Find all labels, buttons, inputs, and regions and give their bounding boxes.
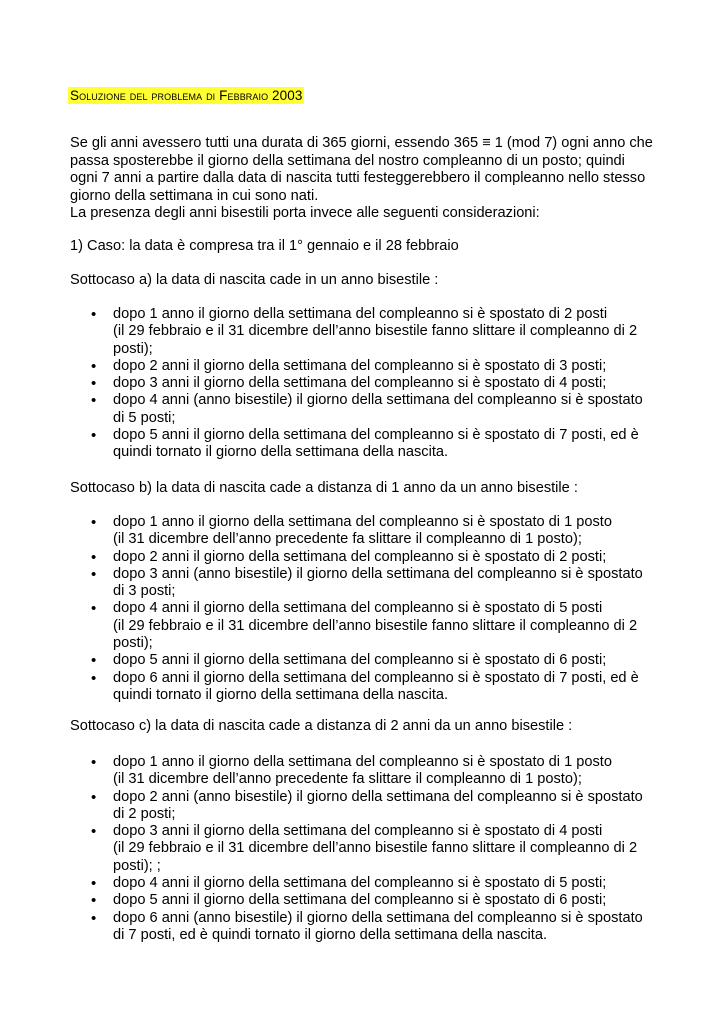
list-item: • dopo 3 anni il giorno della settimana del compleanno si è spostato di 4 posti; xyxy=(113,375,658,392)
subcase-c-list xyxy=(113,754,658,944)
list-item: • dopo 4 anni (anno bisestile) il giorno della settimana del compleanno si è spostato di 5 posti; xyxy=(113,392,658,427)
intro-line: ogni 7 anni a partire dalla data di nascita tutti festeggerebbero il compleanno nello stesso xyxy=(70,170,646,187)
list-item: • dopo 5 anni il giorno della settimana del compleanno si è spostato di 6 posti; xyxy=(113,652,658,669)
subcase-b-heading: Sottocaso b) la data di nascita cade a distanza di 1 anno da un anno bisestile : xyxy=(70,480,578,496)
list-item: • dopo 1 anno il giorno della settimana del compleanno si è spostato di 1 posto (il 31 dicembre dell’anno precedente fa slittare il compleanno di 1 posto); xyxy=(113,514,658,549)
intro-line: giorno della settimana in cui sono nati. xyxy=(70,187,319,204)
list-item: • dopo 3 anni il giorno della settimana del compleanno si è spostato di 4 posti (il 29 febbraio e il 31 dicembre dell’anno bisestile fanno slittare il compleanno di 2 posti); ; xyxy=(113,823,658,875)
document-title: Soluzione del problema di Febbraio 2003 xyxy=(70,88,303,103)
list-item: • dopo 1 anno il giorno della settimana del compleanno si è spostato di 2 posti (il 29 febbraio e il 31 dicembre dell’anno bisestile fanno slittare il compleanno di 2 posti); xyxy=(113,306,658,358)
list-item: • dopo 5 anni il giorno della settimana del compleanno si è spostato di 6 posti; xyxy=(113,892,658,909)
subcase-b-list xyxy=(113,514,658,704)
list-item: • dopo 6 anni il giorno della settimana del compleanno si è spostato di 7 posti, ed è quindi tornato il giorno della settimana della nascita. xyxy=(113,670,658,705)
intro-line: passa sposterebbe il giorno della settimana del nostro compleanno di un posto; quindi xyxy=(70,152,625,169)
list-item: • dopo 4 anni il giorno della settimana del compleanno si è spostato di 5 posti; xyxy=(113,875,658,892)
intro-line: Se gli anni avessero tutti una durata di 365 giorni, essendo 365 ≡ 1 (mod 7) ogni anno che xyxy=(70,135,653,151)
list-item: • dopo 6 anni (anno bisestile) il giorno della settimana del compleanno si è spostato di 7 posti, ed è quindi tornato il giorno della settimana della nascita. xyxy=(113,910,658,945)
subcase-c-heading: Sottocaso c) la data di nascita cade a distanza di 2 anni da un anno bisestile : xyxy=(70,718,573,734)
list-item: • dopo 1 anno il giorno della settimana del compleanno si è spostato di 1 posto (il 31 dicembre dell’anno precedente fa slittare il compleanno di 1 posto); xyxy=(113,754,658,789)
list-item: • dopo 2 anni (anno bisestile) il giorno della settimana del compleanno si è spostato di 2 posti; xyxy=(113,789,658,824)
subcase-a-heading: Sottocaso a) la data di nascita cade in un anno bisestile : xyxy=(70,272,439,288)
list-item: • dopo 5 anni il giorno della settimana del compleanno si è spostato di 7 posti, ed è quindi tornato il giorno della settimana della nascita. xyxy=(113,427,658,462)
list-item: • dopo 2 anni il giorno della settimana del compleanno si è spostato di 2 posti; xyxy=(113,549,658,566)
list-item: • dopo 2 anni il giorno della settimana del compleanno si è spostato di 3 posti; xyxy=(113,358,658,375)
list-item: • dopo 3 anni (anno bisestile) il giorno della settimana del compleanno si è spostato di 3 posti; xyxy=(113,566,658,601)
case-heading: 1) Caso: la data è compresa tra il 1° gennaio e il 28 febbraio xyxy=(70,238,459,254)
intro-paragraph xyxy=(70,135,660,223)
subcase-a-list xyxy=(113,306,658,462)
intro-line: La presenza degli anni bisestili porta invece alle seguenti considerazioni: xyxy=(70,205,540,222)
list-item: • dopo 4 anni il giorno della settimana del compleanno si è spostato di 5 posti (il 29 febbraio e il 31 dicembre dell’anno bisestile fanno slittare il compleanno di 2 posti); xyxy=(113,600,658,652)
